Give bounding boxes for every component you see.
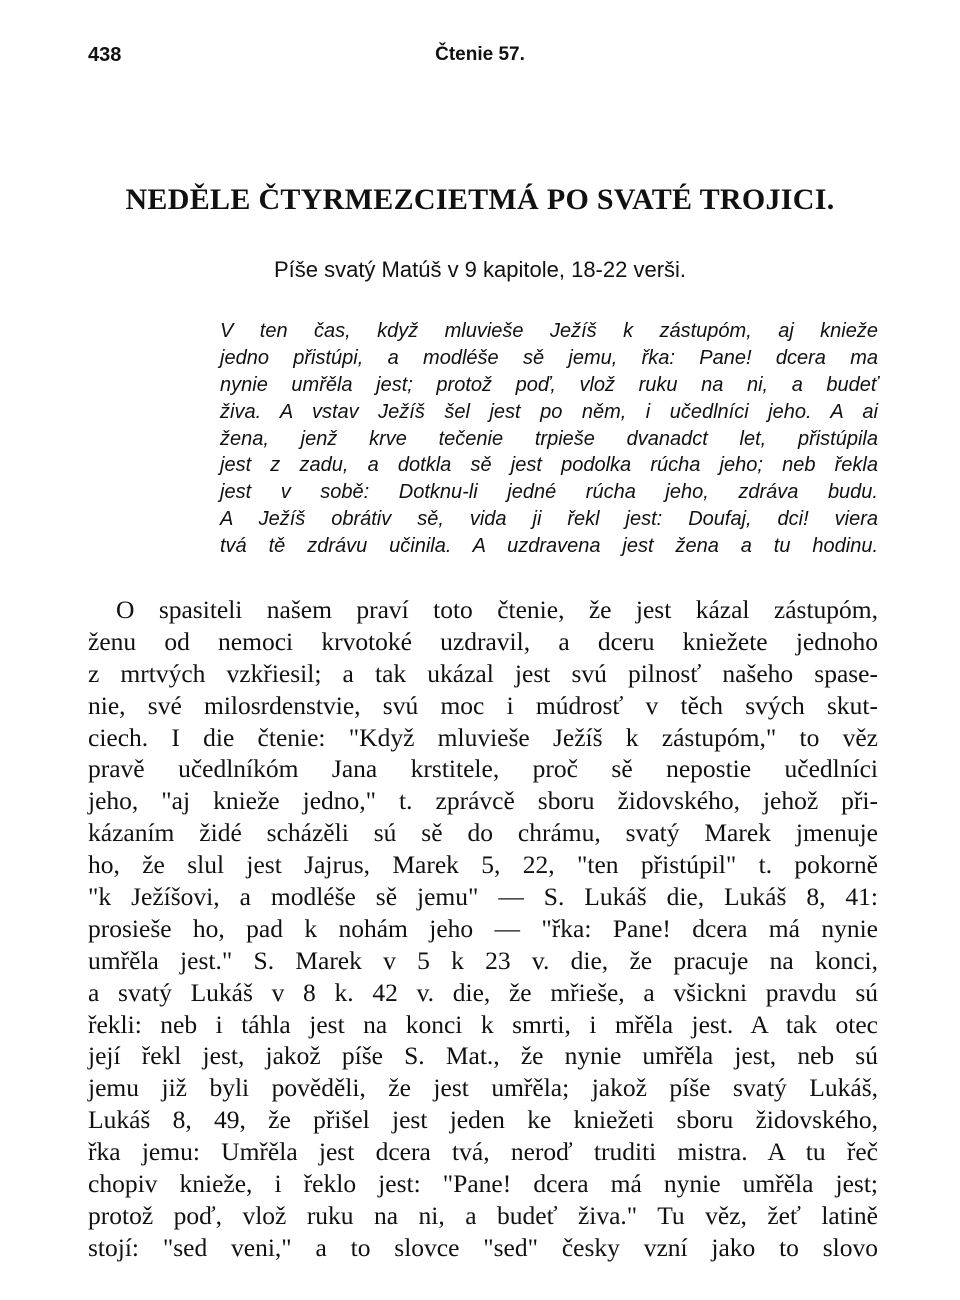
gospel-line: žena, jenž krve tečenie trpieše dvanadct let, přistúpila [220,427,878,450]
body-line: kázaním židé scházěli sú sě do chrámu, svatý Marek jmenuje [88,818,878,848]
body-line: prosieše ho, pad k nohám jeho — "řka: Pane! dcera má nynie [88,913,878,943]
running-head: Čtenie 57. [435,44,525,65]
body-line: stojí: "sed veni," a to slovce "sed" česky vzní jako to slovo [88,1232,878,1262]
body-line: pravě učedlníkóm Jana krstitele, proč sě nepostie učedlníci [88,754,878,784]
body-line: z mrtvých vzkřiesil; a tak ukázal jest svú pilnosť našeho spase- [88,658,878,688]
gospel-line: jest v sobě: Dotknu-li jedné rúcha jeho, zdráva budu. [220,481,878,504]
commentary-paragraph [88,594,878,1264]
body-line: ženu od nemoci krvotoké uzdravil, a dceru kniežete jednoho [88,626,878,656]
body-line: protož poď, vlož ruku na ni, a budeť živa." Tu věz, žeť latině [88,1200,878,1230]
body-line: O spasiteli našem praví toto čtenie, že jest kázal zástupóm, [116,595,878,624]
gospel-line: jedno přistúpi, a modléše sě jemu, řka: Pane! dcera ma [220,346,878,369]
body-line: "k Ježíšovi, a modléše sě jemu" — S. Lukáš die, Lukáš 8, 41: [88,882,878,912]
chapter-subtitle: Píše svatý Matúš v 9 kapitole, 18-22 verši. [273,257,687,282]
gospel-line: A Ježíš obrátiv sě, vida ji řekl jest: Doufaj, dci! viera [220,508,878,531]
body-line: ho, že slul jest Jajrus, Marek 5, 22, "ten přistúpil" t. pokorně [88,850,878,880]
gospel-line: nynie umřěla jest; protož poď, vlož ruku na ni, a budeť [220,373,878,396]
chapter-title: NEDĚLE ČTYRMEZCIETMÁ PO SVATÉ TROJICI. [125,183,835,216]
body-line: chopiv knieže, i řeklo jest: "Pane! dcera má nynie umřěla jest; [88,1169,878,1199]
gospel-line: živa. A vstav Ježíš šel jest po něm, i učedlníci jeho. A ai [220,400,878,423]
body-line: nie, své milosrdenstvie, svú moc i múdrosť v těch svých skut- [88,690,878,720]
body-line: jeho, "aj knieže jedno," t. zprávcě sboru židovského, jehož při- [88,786,878,816]
body-line: řekli: neb i táhla jest na konci k smrti, i mřěla jest. A tak otec [88,1009,878,1039]
body-line: ciech. I die čtenie: "Když mluvieše Ježíš k zástupóm," to věz [88,722,878,752]
page-header [88,44,872,74]
gospel-line: tvá tě zdrávu učinila. A uzdravena jest žena a tu hodinu. [220,535,878,558]
gospel-line: V ten čas, když mluvieše Ježíš k zástupóm, aj knieže [220,320,878,342]
gospel-passage [220,318,878,560]
body-line: Lukáš 8, 49, že přišel jest jeden ke kniežeti sboru židovského, [88,1105,878,1135]
gospel-line: jest z zadu, a dotkla sě jest podolka rúcha jeho; neb řekla [220,454,878,477]
body-line: její řekl jest, jakož píše S. Mat., že nynie umřěla jest, neb sú [88,1041,878,1071]
body-line: umřěla jest." S. Marek v 5 k 23 v. die, že pracuje na konci, [88,945,878,975]
body-line: řka jemu: Umřěla jest dcera tvá, neroď truditi mistra. A tu řeč [88,1137,878,1167]
body-line: jemu již byli pověděli, že jest umřěla; jakož píše svatý Lukáš, [88,1073,878,1103]
body-line: a svatý Lukáš v 8 k. 42 v. die, že mřieše, a všickni pravdu sú [88,977,878,1007]
page-number: 438 [88,44,122,66]
